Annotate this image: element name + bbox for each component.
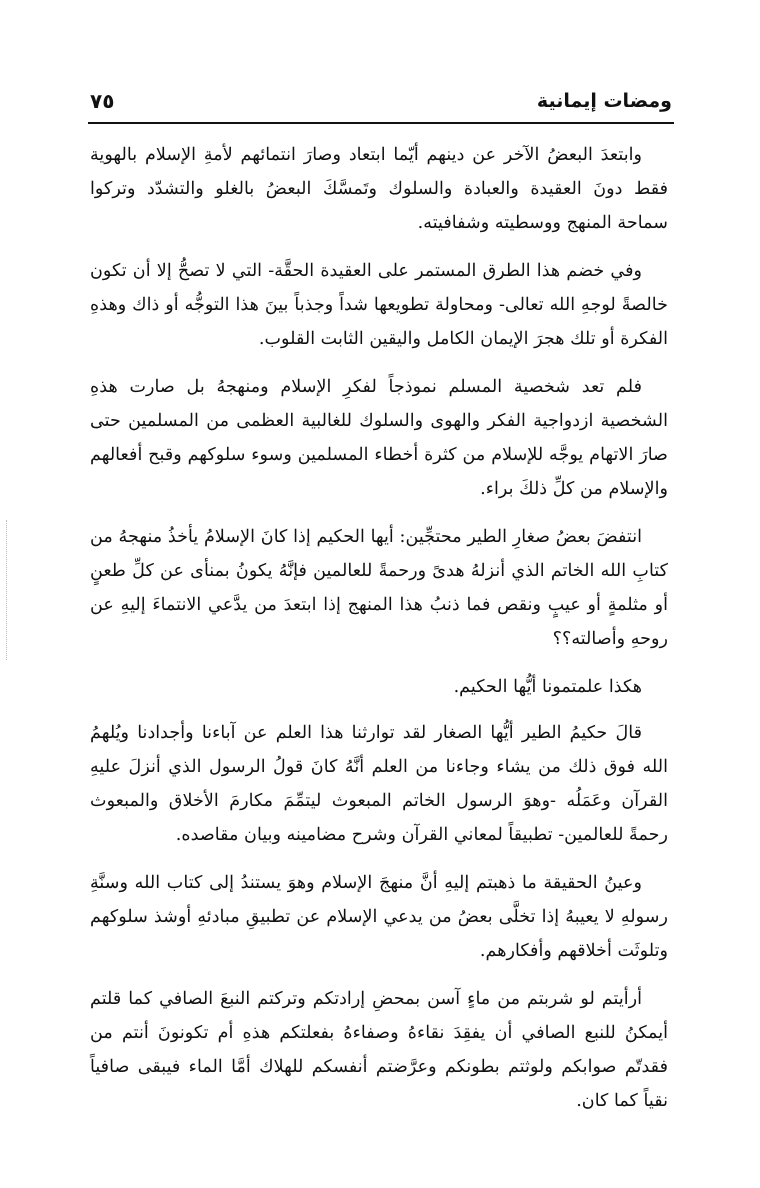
- paragraph: وابتعدَ البعضُ الآخر عن دينهم أيّما ابتعاد وصارَ انتمائهم لأمةِ الإسلام بالهوية فقط دونَ العقيدة والعبادة والسلوك وتَمسَّكَ البعضُ بالغلو والتشدّد وتركوا سماحة المنهج ووسطيته وشفافيته.: [90, 145, 668, 233]
- paragraph: فلم تعد شخصية المسلم نموذجاً لفكرِ الإسلام ومنهجهُ بل صارت هذهِ الشخصية ازدواجية الفكر والهوى والسلوك للغالبية العظمى من المسلمين حتى صارَ الاتهام يوجَّه للإسلام من كثرة أخطاء المسلمين وسوء سلوكهم وقبح أفعالهم والإسلام من كلِّ ذلكَ براء.: [90, 377, 668, 499]
- running-header: [90, 88, 672, 118]
- scan-edge-mark: [6, 520, 7, 660]
- paragraph: هكذا علمتمونا أيُّها الحكيم.: [453, 677, 642, 697]
- paragraph: أرأيتم لو شربتم من ماءٍ آسن بمحضِ إرادتكم وتركتم النبعَ الصافي كما قلتم أيمكنُ للنبع الصافي أن يفقِدَ نقاءهُ وصفاءهُ بفعلتكم هذهِ أم تكونونَ أنتم من فقدتّم صوابكم ولوثتم بطونكم وعرَّضتم أنفسكم للهلاك أمَّا الماء فيبقى صافياً نقياً كما كان.: [90, 989, 668, 1111]
- header-rule: [88, 122, 674, 124]
- paragraph: قالَ حكيمُ الطير أيُّها الصغار لقد توارثنا هذا العلم عن آباءنا وأجدادنا ويُلهمُ الله فوق ذلك من يشاء وجاءنا من العلم أنَّهُ كانَ قولُ الرسول الذي أنزلَ عليهِ القرآن وعَمَلُه -وهوَ الرسول الخاتم المبعوث ليتمِّمَ مكارمَ الأخلاق والمبعوث رحمةً للعالمين- تطبيقاً لمعاني القرآن وشرح مضامينه وبيان مقاصده.: [90, 723, 668, 845]
- paragraph: وعينُ الحقيقة ما ذهبتم إليهِ أنَّ منهجَ الإسلام وهوَ يستندُ إلى كتاب الله وسنَّةِ رسولهِ لا يعيبهُ إذا تخلَّى بعضُ من يدعي الإسلام عن تطبيقِ مبادئهِ أوشذ سلوكهم وتلوثَت أخلاقهم وأفكارهم.: [90, 873, 668, 961]
- running-title: ومضات إيمانية: [536, 90, 672, 112]
- paragraph: انتفضَ بعضُ صغارِ الطير محتجِّين: أيها الحكيم إذا كانَ الإسلامُ يأخذُ منهجهُ من كتابِ الله الخاتم الذي أنزلهُ هدىً ورحمةً للعالمين فإنَّهُ يكونُ بمنأى عن كلِّ طعنٍ أو مثلمةٍ أو عيبٍ ونقص فما ذنبُ هذا المنهج إذا ابتعدَ من يدَّعي الانتماءَ إليهِ عن روحهِ وأصالته؟؟: [90, 527, 668, 649]
- body-text: [90, 138, 668, 1132]
- page-number: ٧٥: [90, 89, 115, 113]
- paragraph: وفي خضم هذا الطرق المستمر على العقيدة الحقَّة- التي لا تصحُّ إلا أن تكون خالصةً لوجهِ الله تعالى- ومحاولة تطويعها شداً وجذباً بينَ هذا التوجُّه أو ذاك وهذهِ الفكرة أو تلك هجرَ الإيمان الكامل واليقين الثابت القلوب.: [90, 261, 668, 349]
